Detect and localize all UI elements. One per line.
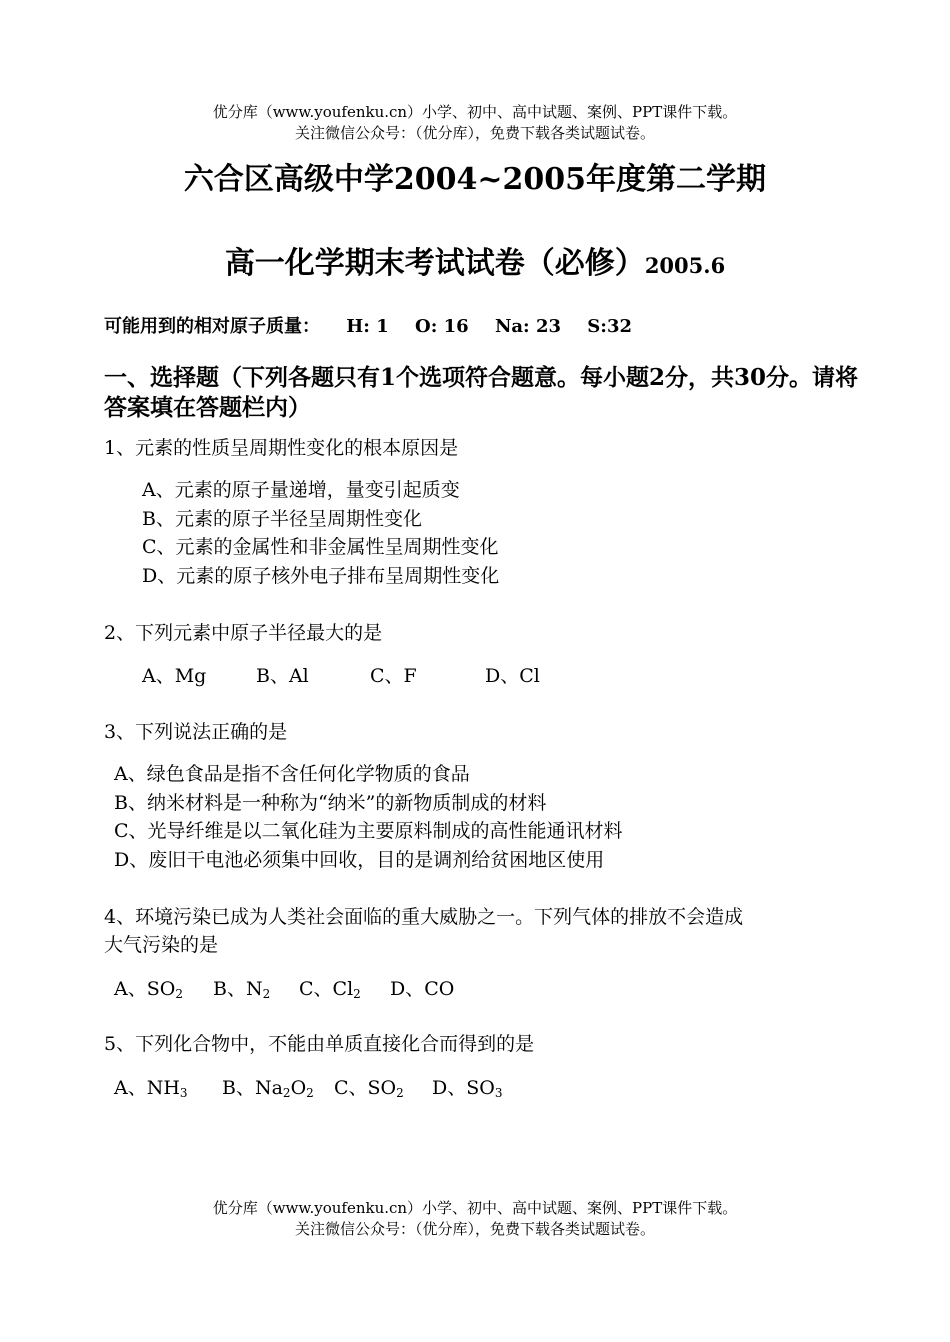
question-1-options [142,476,499,590]
atomic-masses-label: 可能用到的相对原子质量： [104,316,320,337]
banner-line-1: 优分库（www.youfenku.cn）小学、初中、高中试题、案例、PPT课件下载。 [212,103,738,121]
question-4-option-a: A、$SO_2$ [114,978,183,1001]
question-1-option-c: C、元素的金属性和非金属性呈周期性变化 [142,536,499,558]
question-3-stem: 3、下列说法正确的是 [104,721,288,743]
question-4-stem-line-1: 4、环境污染已成为人类社会面临的重大威胁之一。下列气体的排放不会造成 [104,906,744,928]
question-1-option-a: A、元素的原子量递增，量变引起质变 [142,479,460,501]
question-3-options [114,760,623,874]
question-3-option-c: C、光导纤维是以二氧化硅为主要原料制成的高性能通讯材料 [114,820,623,842]
atomic-masses [104,312,652,338]
question-5-option-c: C、$SO_2$ [334,1077,404,1100]
mass-na: Na: 23 [494,316,562,337]
mass-s: S:32 [587,316,632,337]
mass-h: H: 1 [346,316,389,337]
exam-title-line-1: 六合区高级中学2004~2005年度第二学期 [183,162,767,197]
banner-line-2: 关注微信公众号：（优分库），免费下载各类试题试卷。 [294,124,655,142]
exam-title-line-2 [0,238,950,282]
question-4-option-d: D、CO [390,978,455,1000]
question-4-option-c: C、$Cl_2$ [299,978,361,1001]
question-1-option-b: B、元素的原子半径呈周期性变化 [142,507,422,530]
section-heading: 一、选择题（下列各题只有1个选项符合题意。每小题2分，共30分。请将答案填在答题栏内） [104,364,859,421]
exam-title-main: 高一化学期末考试试卷（必修） [224,246,645,281]
question-5-option-d: D、$SO_3$ [432,1077,503,1100]
question-2-option-c: C、F [370,665,417,687]
question-5-stem: 5、下列化合物中，不能由单质直接化合而得到的是 [104,1033,535,1055]
question-1-stem: 1、元素的性质呈周期性变化的根本原因是 [104,437,459,459]
question-3-option-a: A、绿色食品是指不含任何化学物质的食品 [114,763,470,785]
exam-date: 2005.6 [644,253,726,278]
question-2-option-d: D、Cl [485,665,540,687]
footer-line-1: 优分库（www.youfenku.cn）小学、初中、高中试题、案例、PPT课件下载。 [212,1199,738,1217]
question-4-stem-line-2: 大气污染的是 [104,934,219,956]
footer-line-2: 关注微信公众号：（优分库），免费下载各类试题试卷。 [294,1220,655,1238]
question-1-option-d: D、元素的原子核外电子排布呈周期性变化 [142,564,500,587]
question-3-option-d: D、废旧干电池必须集中回收，目的是调剂给贫困地区使用 [114,848,605,871]
footer-banner [0,1198,950,1240]
mass-o: O: 16 [415,316,469,337]
question-5-option-b: B、$Na_2O_2$ [222,1077,314,1100]
question-2-option-a: A、Mg [142,665,207,687]
question-2-option-b: B、Al [256,665,309,687]
header-banner [0,102,950,144]
question-2-stem: 2、下列元素中原子半径最大的是 [104,622,383,644]
question-4-option-b: B、$N_2$ [213,978,271,1001]
question-3-option-b: B、纳米材料是一种称为“纳米”的新物质制成的材料 [114,791,547,814]
question-5-option-a: A、$NH_3$ [114,1077,188,1100]
